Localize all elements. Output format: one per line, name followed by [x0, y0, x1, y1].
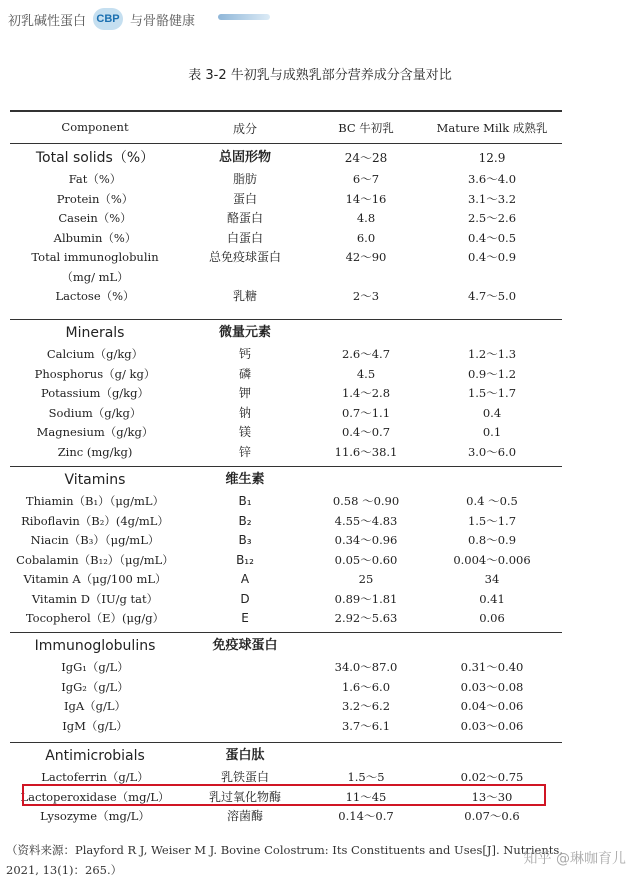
cell-component: Magnesium（g/kg）	[36, 425, 154, 439]
cell-component: Albumin（%）	[53, 230, 137, 245]
cell-bc-value: 14～16	[345, 191, 387, 206]
section-header	[10, 470, 562, 490]
cell-bc-value: 0.89～1.81	[334, 591, 398, 606]
cell-cn-name: 酪蛋白	[226, 211, 263, 225]
cell-component: Riboflavin（B₂）(4g/mL）	[21, 513, 169, 528]
cell-cn-name: A	[240, 572, 250, 586]
cell-component: Lactoferrin（g/L）	[41, 770, 149, 784]
cell-component: Tocopherol（E）(μg/g）	[25, 611, 165, 625]
cell-mature-value: 2.5～2.6	[467, 211, 517, 225]
cell-bc-value: 4.5	[356, 366, 376, 381]
cell-component: Niacin（B₃）（μg/mL）	[30, 533, 160, 547]
cell-component: Thiamin（B₁）（μg/mL）	[25, 494, 165, 508]
cell-bc-value: 0.34～0.96	[334, 533, 398, 547]
running-header	[8, 6, 195, 32]
cell-cn-name: 总免疫球蛋白	[208, 250, 281, 264]
cell-mature-value: 0.4～0.9	[467, 250, 517, 264]
cell-mature-value: 0.4 ～0.5	[466, 494, 518, 508]
highlight-box	[22, 784, 546, 806]
header-decoration-bar	[218, 14, 270, 20]
column-header-cn: 成分	[232, 122, 257, 136]
cell-mature-value: 13～30	[471, 789, 513, 804]
cell-bc-value: 11～45	[345, 789, 387, 804]
cell-bc-value: 42～90	[345, 250, 387, 264]
cell-mature-value: 1.5～1.7	[467, 386, 517, 400]
cell-bc-value: 0.14～0.7	[338, 809, 394, 823]
cell-bc-value: 6.0	[356, 230, 376, 245]
cell-mature-value: 3.0～6.0	[467, 444, 517, 459]
cell-component: Fat（%）	[68, 172, 122, 186]
table-row	[10, 807, 562, 826]
cell-component: Casein（%）	[58, 211, 132, 225]
cell-mature-value: 1.2～1.3	[467, 347, 517, 361]
cell-mature-value: 0.31～0.40	[460, 660, 524, 674]
cell-mature-value: 0.004～0.006	[453, 552, 531, 567]
table-row	[10, 590, 562, 609]
cell-bc-value: 11.6～38.1	[334, 444, 398, 459]
table-row	[10, 531, 562, 550]
cell-bc-value: 4.55～4.83	[334, 513, 398, 528]
cell-cn-name: D	[240, 591, 250, 606]
cell-cn-name: 乳铁蛋白	[220, 770, 269, 784]
section-cn-name: 微量元素	[218, 325, 271, 340]
cell-mature-value: 0.4～0.5	[467, 230, 517, 245]
cell-bc-value: 34.0～87.0	[334, 660, 398, 674]
section-header	[10, 746, 562, 766]
table-row	[10, 268, 562, 287]
cell-component: IgA（g/L）	[63, 699, 127, 713]
cell-bc-value: 0.4～0.7	[341, 425, 391, 439]
section-header	[10, 636, 562, 656]
section-component: Minerals	[65, 325, 125, 341]
cell-bc-value: 0.05～0.60	[334, 552, 398, 567]
section-header	[10, 148, 562, 168]
section-cn-name: 维生素	[225, 472, 265, 487]
cell-mature-value: 3.6～4.0	[467, 172, 517, 186]
table-row	[10, 190, 562, 209]
cell-mature-value: 0.03～0.06	[460, 718, 524, 733]
table-row	[10, 384, 562, 403]
cell-mature-value: 0.04～0.06	[460, 699, 524, 713]
table-row	[10, 287, 562, 306]
section-header	[10, 323, 562, 343]
cell-bc-value: 1.4～2.8	[341, 386, 391, 400]
cell-mature-value: 0.41	[479, 591, 505, 606]
cell-component: Lactose（%）	[55, 289, 135, 303]
cell-mature-value: 0.03～0.08	[460, 679, 524, 694]
cell-mature-value: 0.02～0.75	[460, 770, 524, 784]
table-row	[10, 609, 562, 628]
cell-bc-value: 2～3	[352, 289, 380, 303]
section-rule	[10, 632, 562, 633]
cell-bc-value: 0.7～1.1	[341, 405, 391, 420]
table-row	[10, 423, 562, 442]
cell-bc-value: 0.58 ～0.90	[332, 494, 400, 508]
cell-bc-value: 4.8	[356, 211, 376, 225]
cell-cn-name: B₁	[238, 494, 252, 508]
section-component: Vitamins	[64, 472, 126, 488]
table-row	[10, 248, 562, 267]
source-line-2: 2021, 13(1)：265.）	[6, 863, 123, 877]
cell-component: Calcium（g/kg）	[46, 347, 144, 361]
table-row	[10, 229, 562, 248]
cell-bc-value: 3.7～6.1	[341, 718, 391, 733]
cell-mature-value: 34	[484, 572, 500, 586]
cell-bc-value: 2.6～4.7	[341, 347, 391, 361]
cell-component: Phosphorus（g/ kg）	[34, 366, 156, 381]
cell-bc-value: 6～7	[352, 172, 380, 186]
cell-cn-name: 白蛋白	[226, 230, 263, 245]
section-cn-name: 免疫球蛋白	[212, 638, 278, 653]
section-rule	[10, 742, 562, 743]
cell-cn-name: B₂	[238, 513, 252, 528]
cell-bc-value: 3.2～6.2	[341, 699, 391, 713]
cell-mature-value: 0.4	[482, 405, 502, 420]
cell-cn-name: B₁₂	[236, 552, 254, 567]
top-rule	[10, 110, 562, 112]
cell-mature-value: 3.1～3.2	[467, 191, 517, 206]
cell-cn-name: 乳过氧化物酶	[208, 789, 281, 804]
cell-mature-value: 0.06	[479, 611, 505, 625]
cbp-badge: CBP	[93, 8, 123, 30]
section-rule	[10, 319, 562, 320]
section-cn-name: 蛋白肽	[225, 748, 265, 763]
cell-mature-value: 4.7～5.0	[467, 289, 517, 303]
cell-bc-value: 1.6～6.0	[341, 679, 391, 694]
cell-component: Lysozyme（mg/L）	[40, 809, 150, 823]
cell-cn-name: 脂肪	[232, 172, 257, 186]
cell-component: Vitamin A（μg/100 mL）	[23, 572, 167, 586]
cell-cn-name: B₃	[238, 533, 252, 547]
cell-component: Potassium（g/kg）	[40, 386, 150, 400]
table-row	[10, 209, 562, 228]
watermark: 知乎 @琳咖育儿	[523, 851, 626, 867]
section-bc-value: 24～28	[344, 151, 388, 165]
section-component: Total solids（%）	[35, 150, 155, 166]
table-row	[10, 404, 562, 423]
cell-mature-value: 1.5～1.7	[467, 513, 517, 528]
table-row	[10, 551, 562, 570]
table-row	[10, 658, 562, 677]
cell-component: Protein（%）	[56, 191, 134, 206]
header-subtitle: 与骨骼健康	[130, 13, 196, 29]
table-row	[10, 365, 562, 384]
column-header-mature: Mature Milk 成熟乳	[436, 121, 548, 135]
table-row	[10, 717, 562, 736]
table-row	[10, 697, 562, 716]
cell-component: IgM（g/L）	[62, 718, 128, 733]
table-row	[10, 678, 562, 697]
cell-cn-name: 蛋白	[232, 191, 257, 206]
cell-component: Lactoperoxidase（mg/L）	[20, 789, 170, 804]
cell-component: Cobalamin（B₁₂）（μg/mL）	[16, 552, 174, 567]
section-rule	[10, 466, 562, 467]
cell-mature-value: 0.9～1.2	[467, 366, 517, 381]
cell-bc-value: 2.92～5.63	[334, 611, 398, 625]
header-book-title: 初乳碱性蛋白	[8, 13, 87, 29]
table-row	[10, 345, 562, 364]
cell-mature-value: 0.8～0.9	[467, 533, 517, 547]
cell-mature-value: 0.1	[482, 425, 502, 439]
source-citation	[6, 840, 566, 880]
header-rule	[10, 143, 562, 144]
cell-cn-name: 磷	[238, 366, 251, 381]
cell-component: IgG₁（g/L）	[61, 660, 129, 674]
cell-cn-name: E	[241, 611, 249, 625]
table-row	[10, 170, 562, 189]
cell-cn-name: 锌	[238, 444, 251, 459]
column-header-component: Component	[61, 120, 129, 134]
cell-bc-value: 25	[358, 572, 374, 586]
column-header-bc: BC 牛初乳	[338, 121, 394, 135]
cell-cn-name: 钙	[238, 347, 251, 361]
source-line-1: （资料来源：Playford R J, Weiser M J. Bovine Colostrum: Its Constituents and Uses[J]. Nutrients,	[6, 843, 563, 857]
cell-component: IgG₂（g/L）	[61, 679, 129, 694]
cell-cn-name: 溶菌酶	[226, 809, 263, 823]
table-row	[10, 512, 562, 531]
cell-bc-value: 1.5～5	[347, 770, 385, 784]
section-cn-name: 总固形物	[218, 150, 271, 165]
section-component: Antimicrobials	[45, 748, 145, 764]
cell-cn-name: 镁	[238, 425, 251, 439]
cell-cn-name: 钾	[238, 386, 251, 400]
cell-cn-name: 钠	[238, 405, 251, 420]
section-mature-value: 12.9	[478, 151, 506, 165]
table-row	[10, 570, 562, 589]
cell-component: Vitamin D（IU/g tat）	[31, 591, 159, 606]
cell-mature-value: 0.07～0.6	[464, 809, 520, 823]
cell-component: （mg/ mL）	[61, 269, 129, 284]
table-row	[10, 443, 562, 462]
table-title: 表 3-2 牛初乳与成熟乳部分营养成分含量对比	[188, 68, 452, 83]
table-row	[10, 492, 562, 511]
cell-cn-name: 乳糖	[232, 289, 257, 303]
cell-component: Zinc (mg/kg)	[57, 444, 133, 459]
cell-component: Sodium（g/kg）	[48, 405, 142, 420]
section-component: Immunoglobulins	[34, 638, 156, 654]
cell-component: Total immunoglobulin	[31, 250, 159, 264]
